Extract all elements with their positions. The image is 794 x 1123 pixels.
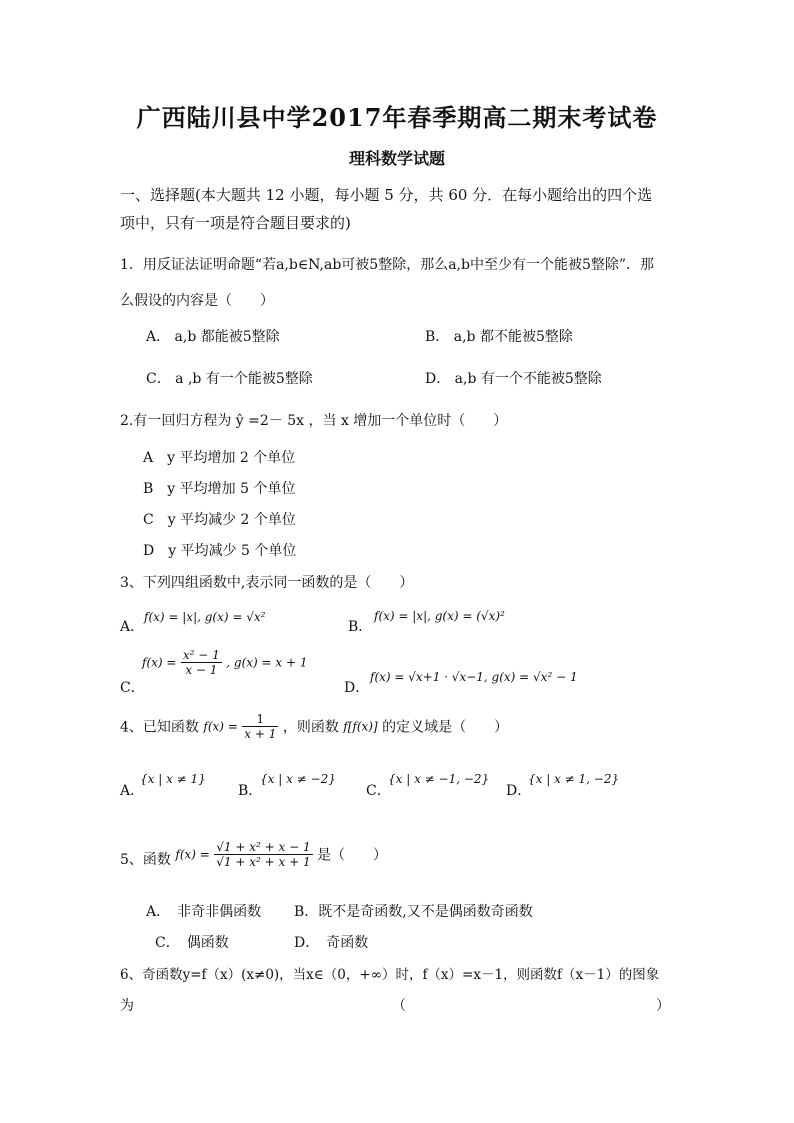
q3-c-rhs: , g(x) = x + 1	[226, 655, 308, 670]
q3-option-a-math: f(x) = |x|, g(x) = √x²	[144, 610, 266, 624]
q4-ff: f[f(x)]	[343, 719, 378, 734]
q5-post: 是（ ）	[317, 847, 388, 864]
q5-stem	[120, 840, 387, 890]
q3-stem: 3、下列四组函数中,表示同一函数的是（ ）	[120, 575, 414, 591]
q5-numerator: √1 + x² + x − 1	[216, 840, 311, 854]
q4-fraction	[242, 712, 278, 741]
q3-option-d-label: D．	[344, 680, 370, 696]
q5-denominator: √1 + x² + x + 1	[216, 855, 311, 869]
q3-c-lhs: f(x) =	[142, 655, 177, 670]
q5-option-b: B．既不是奇函数,又不是偶函数奇函数	[294, 904, 533, 920]
q4-option-a-label: A．	[120, 783, 145, 799]
q4-option-b-math: {x | x ≠ −2}	[260, 772, 336, 786]
q4-denominator: x + 1	[244, 727, 277, 741]
q1-option-c: C． a ,b 有一个能被5整除	[146, 371, 313, 387]
q3-c-fraction	[181, 648, 222, 677]
q6-paren-open: （	[392, 998, 406, 1014]
q2-option-c: C y 平均减少 2 个单位	[143, 512, 296, 528]
q4-option-c-math: {x | x ≠ −1, −2}	[388, 772, 490, 786]
q4-option-a-math: {x | x ≠ 1}	[140, 772, 206, 786]
q1-stem-line2: 么假设的内容是（ ）	[120, 293, 274, 309]
q3-c-numerator: x² − 1	[182, 648, 220, 662]
q4-option-d-label: D．	[506, 783, 532, 799]
q1-option-a: A． a,b 都能被5整除	[146, 329, 280, 345]
q3-option-a-label: A．	[120, 619, 145, 635]
q4-option-b-label: B．	[238, 783, 263, 799]
q6-stem-line1: 6、奇函数y=f（x）(x≠0)，当x∈（0，+∞）时，f（x）=x－1，则函数f（x－1）的图象	[120, 967, 660, 983]
q5-option-d: D． 奇函数	[294, 935, 369, 951]
q3-option-c-label: C．	[120, 680, 145, 696]
section-heading-line2: 项中，只有一项是符合题目要求的)	[120, 214, 351, 232]
q2-option-b: B y 平均增加 5 个单位	[143, 481, 296, 497]
q4-mid: ，则函数	[282, 719, 339, 736]
q3-option-b-label: B．	[348, 619, 373, 635]
q6-paren-close: ）	[656, 998, 670, 1014]
q3-option-d-math: f(x) = √x+1 · √x−1, g(x) = √x² − 1	[370, 670, 578, 684]
q3-option-b-math: f(x) = |x|, g(x) = (√x)²	[374, 609, 505, 623]
q5-pre: 5、函数	[120, 852, 171, 868]
q2-option-d: D y 平均减少 5 个单位	[143, 543, 297, 559]
q5-option-c: C． 偶函数	[155, 935, 229, 951]
q4-numerator: 1	[242, 712, 278, 727]
q4-post: 的定义域是（ ）	[382, 719, 509, 736]
q5-lhs: f(x) =	[175, 847, 210, 862]
q4-f-lhs: f(x) =	[203, 719, 238, 734]
section-heading-line1: 一、选择题(本大题共 12 小题，每小题 5 分，共 60 分．在每小题给出的四个选	[120, 186, 653, 204]
q4-pre: 4、已知函数	[120, 719, 199, 736]
q4-option-c-label: C．	[366, 783, 391, 799]
q5-option-a: A． 非奇非偶函数	[146, 904, 262, 920]
q6-stem-line2: 为	[120, 998, 134, 1014]
q3-c-denominator: x − 1	[185, 663, 218, 677]
q1-option-d: D． a,b 有一个不能被5整除	[425, 371, 602, 387]
q3-option-c-math	[142, 648, 307, 677]
page-title: 广西陆川县中学2017年春季期高二期末考试卷	[136, 103, 658, 132]
q2-stem: 2.有一回归方程为 ŷ =2－ 5x ，当 x 增加一个单位时（ ）	[120, 413, 508, 429]
q2-option-a: A y 平均增加 2 个单位	[143, 450, 296, 466]
q4-option-d-math: {x | x ≠ 1, −2}	[528, 772, 620, 786]
q1-option-b: B． a,b 都不能被5整除	[425, 329, 573, 345]
page-subtitle: 理科数学试题	[348, 149, 445, 168]
q4-stem	[120, 712, 508, 756]
q5-fraction	[214, 840, 312, 869]
q1-stem-line1: 1．用反证法证明命题“若a,b∈N,ab可被5整除，那么a,b中至少有一个能被5整除”．那	[120, 257, 655, 273]
